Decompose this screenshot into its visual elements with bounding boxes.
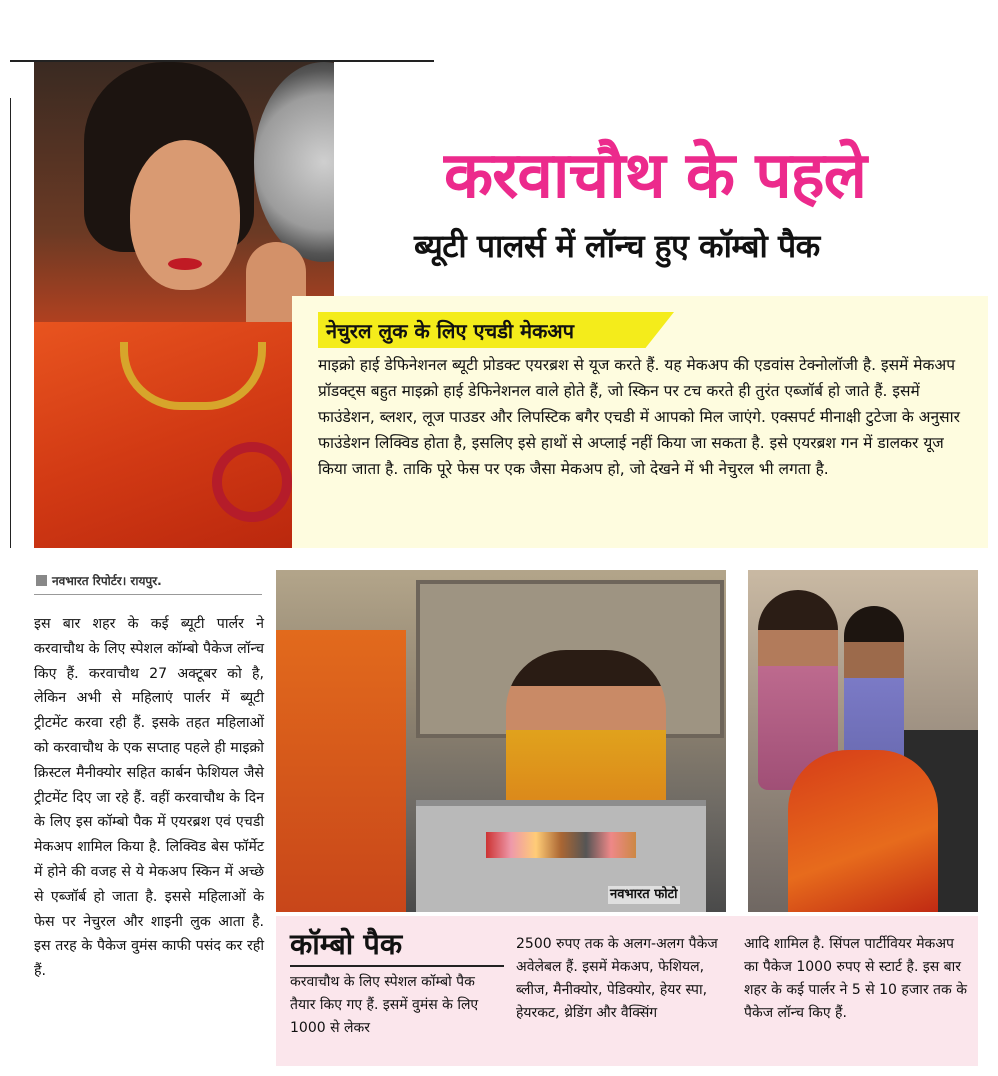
makeup-artist-photo xyxy=(748,570,978,912)
foreground-sari-shape xyxy=(276,630,406,912)
sieve-shape xyxy=(254,62,334,262)
bangles-shape xyxy=(212,442,292,522)
byline-square-icon xyxy=(36,575,47,586)
combo-column-3: आदि शामिल है. सिंपल पार्टीवियर मेकअप का पैकेज 1000 रुपए से स्टार्ट है. इस बार शहर के कई पार्लर ने 5 से 10 हजार तक के पैकेज लॉन्च किए हैं. xyxy=(744,936,967,1021)
hd-body-text: माइक्रो हाई डेफिनेशनल ब्यूटी प्रोडक्ट एयरब्रश से यूज करते हैं. यह मेकअप की एडवांस टेक्नोलॉजी है. इसमें मेकअप प्रॉडक्ट्स बहुत माइक्रो हाई डेफिनेशनल वाले होते हैं, जो स्किन पर टच करते ही तुरंत एब्जॉर्ब हो जाते हैं. इसमें फाउंडेशन, ब्लशर, लूज पाउडर और लिपस्टिक बगैर एचडी में आपको मिल जाएंगे. एक्सपर्ट मीनाक्षी टुटेजा के अनुसार फाउंडेशन लिक्विड होता है, इसलिए इसे हाथों से अप्लाई नहीं किया जा सकता है. इसे एयरब्रश गन में डालकर यूज किया जाता है. ताकि पूरे फेस पर एक जैसा मेकअप हो, जो देखने में भी नेचुरल भी लगता है. xyxy=(318,356,960,478)
combo-title-underline xyxy=(290,965,504,967)
headline-sub: ब्यूटी पालर्स में लॉन्च हुए कॉम्बो पैक xyxy=(414,227,820,265)
salon-photo xyxy=(276,570,726,912)
lips-shape xyxy=(168,258,202,270)
combo-column-2: 2500 रुपए तक के अलग-अलग पैकेज अवेलेबल हैं. इसमें मेकअप, फेशियल, ब्लीज, मैनीक्योर, पेडिक्योर, हेयर स्पा, हेयरकट, थ्रेडिंग और वैक्सिंग xyxy=(516,936,718,1021)
article-body: इस बार शहर के कई ब्यूटी पार्लर ने करवाचौथ के लिए स्पेशल कॉम्बो पैकेज लॉन्च किए हैं. करवाचौथ 27 अक्टूबर को है, लेकिन अभी से महिलाएं पार्लर में ब्यूटी ट्रीटमेंट करवा रही हैं. इसके तहत महिलाओं को करवाचौथ के एक सप्ताह पहले ही माइक्रो क्रिस्टल मैनीक्योर सहित कार्बन फेशियल जैसे ट्रीटमेंट दिए जा रहे हैं. वहीं करवाचौथ के दिन के लिए इस कॉम्बो पैक में एयरब्रश एवं एचडी मेकअप शामिल किया है. लिक्विड बेस फॉर्मेट में होने की वजह से ये मेकअप स्किन में अच्छे से एब्जॉर्ब हो जाता है. इससे महिलाओं के फेस पर नेचुरल और शाइनी लुक आता है. इस तरह के पैकेज वुमंस काफी पसंद कर रही हैं. xyxy=(34,616,264,980)
byline xyxy=(34,570,262,595)
bride-with-sieve-photo xyxy=(34,62,334,548)
left-frame-rule xyxy=(10,98,11,548)
client-shape xyxy=(788,750,938,912)
photo-caption: नवभारत फोटो xyxy=(610,887,678,902)
palette-shape xyxy=(486,832,636,858)
combo-title: कॉम्बो पैक xyxy=(290,927,403,961)
hd-heading: नेचुरल लुक के लिए एचडी मेकअप xyxy=(326,319,575,343)
byline-text: नवभारत रिपोर्टर। रायपुर. xyxy=(52,574,162,588)
headline-main: करवाचौथ के पहले xyxy=(444,139,867,213)
combo-column-1: करवाचौथ के लिए स्पेशल कॉम्बो पैक तैयार किए गए हैं. इसमें वुमंस के लिए 1000 से लेकर xyxy=(290,974,479,1036)
